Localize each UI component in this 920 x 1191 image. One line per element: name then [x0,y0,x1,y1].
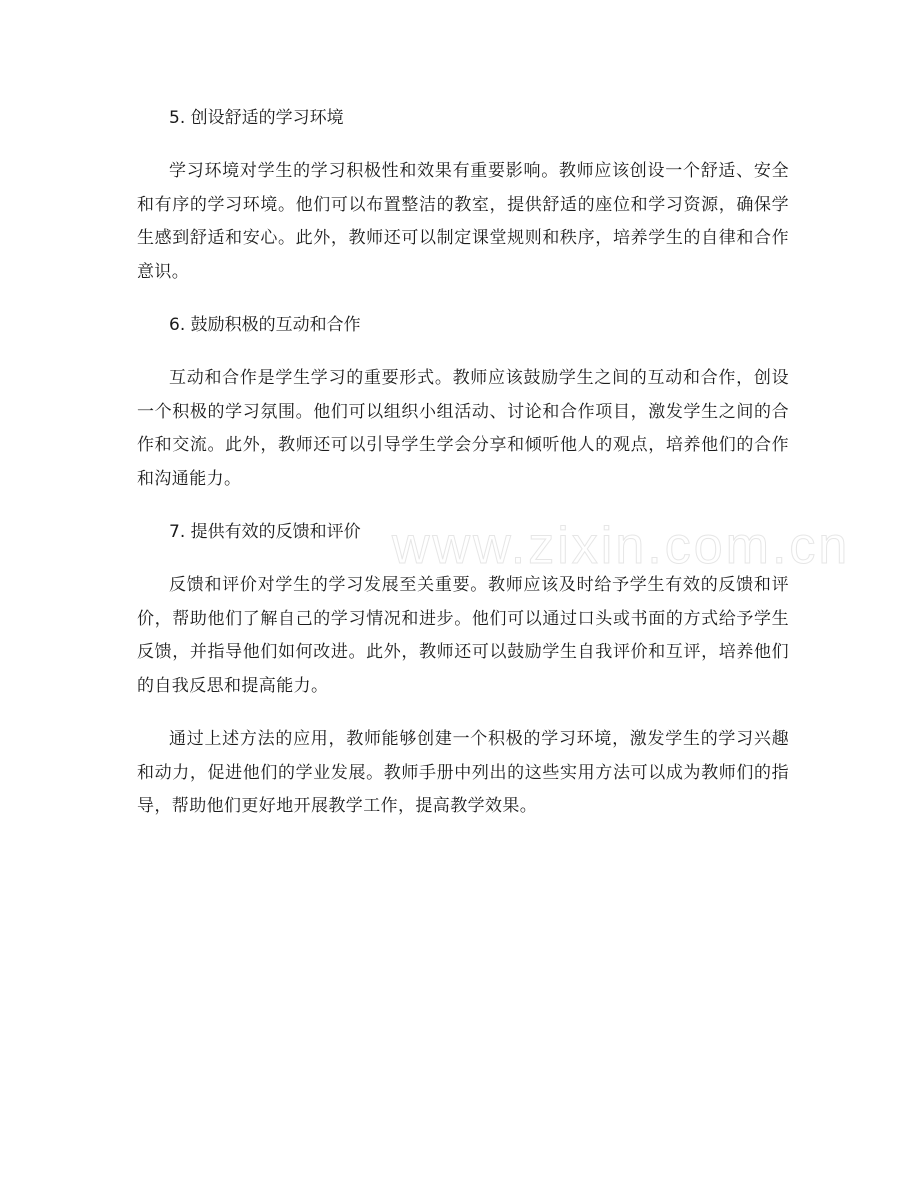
section-7-paragraph: 反馈和评价对学生的学习发展至关重要。教师应该及时给予学生有效的反馈和评价，帮助他们了解自己的学习情况和进步。他们可以通过口头或书面的方式给予学生反馈，并指导他们如何改进。此外，教师还可以鼓励学生自我评价和互评，培养他们的自我反思和提高能力。 [137,575,789,696]
document-body [137,102,789,844]
section-7-heading: 7. 提供有效的反馈和评价 [169,522,361,542]
conclusion-paragraph: 通过上述方法的应用，教师能够创建一个积极的学习环境，激发学生的学习兴趣和动力，促进他们的学业发展。教师手册中列出的这些实用方法可以成为教师们的指导，帮助他们更好地开展教学工作，提高教学效果。 [137,729,789,816]
section-5-heading: 5. 创设舒适的学习环境 [169,108,344,128]
watermark: www.zixin.com.cn [392,517,851,575]
section-5-paragraph: 学习环境对学生的学习积极性和效果有重要影响。教师应该创设一个舒适、安全和有序的学习环境。他们可以布置整洁的教室，提供舒适的座位和学习资源，确保学生感到舒适和安心。此外，教师还可以制定课堂规则和秩序，培养学生的自律和合作意识。 [137,161,789,282]
section-6-heading: 6. 鼓励积极的互动和合作 [169,315,361,335]
section-6-paragraph: 互动和合作是学生学习的重要形式。教师应该鼓励学生之间的互动和合作，创设一个积极的学习氛围。他们可以组织小组活动、讨论和合作项目，激发学生之间的合作和交流。此外，教师还可以引导学生学会分享和倾听他人的观点，培养他们的合作和沟通能力。 [137,368,789,489]
